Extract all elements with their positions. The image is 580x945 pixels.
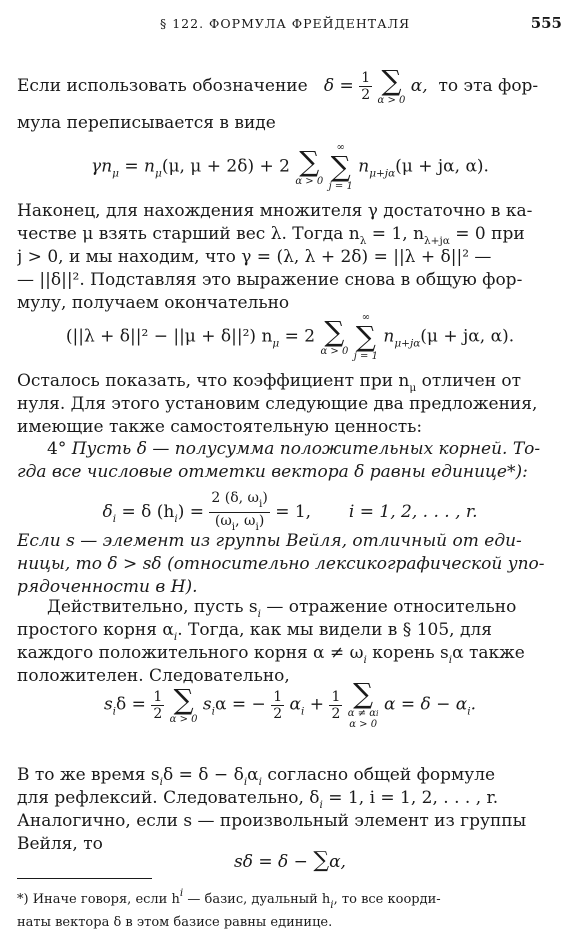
text-line: j > 0, и мы находим, что γ = (λ, λ + 2δ) = ||λ + δ||² — (17, 247, 492, 267)
intro-text-end: то эта фор- (438, 76, 539, 96)
text-line: ницы, то δ > sδ (относительно лексикографической упо- (17, 554, 545, 574)
text-line: каждого положительного корня $\alpha \ne \omega_i$ корень $s_i\alpha$ также (17, 643, 525, 666)
sum-symbol: ∞ ∑ j = 1 (328, 142, 353, 192)
text-line: Вейля, то (17, 834, 103, 854)
sum-symbol: ∑ α > 0 (295, 144, 324, 187)
formula-s-delta: sδ = δ − ∑α, (234, 848, 346, 873)
footnote-rule (17, 878, 152, 879)
statement-4 (17, 438, 565, 484)
fraction-half: $\frac{1}{2}$ (273, 688, 283, 722)
fraction-half: $\frac{1}{2}$ (331, 688, 341, 722)
text-line: простого корня $\alpha_i$. Тогда, как мы видели в § 105, для (17, 620, 492, 643)
formula-reflection: $s_i\delta$ = $\frac{1}{2}$ ∑ α > 0 $s_i\alpha$ = − $\frac{1}{2}$ $\alpha_i$ + $\frac{1}{2}$ ∑ α ≠ αi α > 0 $\alpha = \delta - \alpha_i$. (103, 677, 477, 730)
sum-symbol: ∑ α > 0 (377, 66, 406, 106)
running-title: § 122. ФОРМУЛА ФРЕЙДЕНТАЛЯ (160, 16, 411, 31)
paragraph-weyl (17, 530, 565, 599)
text-line: Аналогично, если s — произвольный элемент из группы (17, 811, 527, 831)
fraction-half: $\frac{1}{2}$ (153, 688, 163, 722)
running-header (0, 16, 580, 38)
text-line: — ||δ||². Подставляя это выражение снова в общую фор- (17, 270, 523, 290)
text-line: нуля. Для этого установим следующие два предложения, (17, 394, 538, 414)
sum-symbol: ∞ ∑ j = 1 (353, 312, 378, 362)
alpha-term: α, (410, 76, 428, 96)
text-line: 4° Пусть δ — полусумма положительных корней. То- (47, 439, 541, 459)
text-line: мулу, получаем окончательно (17, 293, 290, 313)
sum-symbol: ∑ α > 0 (320, 314, 349, 357)
text-line: Осталось показать, что коэффициент при $n_\mu$ отличен от (17, 371, 522, 394)
footnote-line: наты вектора δ в этом базисе равны единице. (17, 915, 333, 930)
text-line: рядоченности в H). (17, 577, 198, 597)
footnote (17, 884, 565, 932)
text-line: честве μ взять старший вес λ. Тогда $n_\lambda = 1$, $n_{\lambda+j\alpha} = 0$ при (17, 224, 525, 247)
text-line: В то же время $s_i\delta = \delta - \delta_i\alpha_i$ согласно общей формуле (17, 765, 496, 788)
fraction-half: $\frac{1}{2}$ (361, 70, 371, 103)
paragraph-finally (17, 200, 565, 315)
formula-final: (||λ + δ||² − ||μ + δ||²) $n_\mu = 2$ ∑ α > 0 ∞ ∑ j = 1 $n_{\mu+j\alpha}(\mu + j\alpha$, α). (65, 312, 515, 362)
paragraph-same-time (17, 764, 565, 856)
text-line: имеющие также самостоятельную ценность: (17, 417, 423, 437)
sum-symbol: ∑ α ≠ αi α > 0 (347, 677, 379, 730)
text-line: Действительно, пусть $s_i$ — отражение относительно (47, 597, 517, 620)
text-line: гда все числовые отметки вектора δ равны единице*): (17, 462, 528, 482)
paragraph-indeed (17, 596, 565, 688)
paragraph-intro (17, 66, 565, 135)
paragraph-remains (17, 370, 565, 439)
intro-text: Если использовать обозначение (17, 76, 308, 96)
fraction: $\frac{2 (\delta, \omega_i)}{(\omega_i, \omega_i)}$ (211, 490, 268, 533)
intro-line2: мула переписывается в виде (17, 113, 276, 133)
text-line: для рефлексий. Следовательно, $\delta_i = 1$, i = 1, 2, . . . , r. (17, 788, 499, 811)
formula-delta-i: $\delta_i = \delta$ $(h_i)$ = $\frac{2 (\delta, \omega_i)}{(\omega_i, \omega_i)}$ = 1, i = 1, 2, . . . , r. (102, 490, 478, 533)
text-line: Наконец, для нахождения множителя γ достаточно в ка- (17, 201, 533, 221)
formula-gamma: $\gamma n_\mu = n_\mu(\mu$, μ + 2δ) + 2 ∑ α > 0 ∞ ∑ j = 1 $n_{\mu+j\alpha}(\mu + j\alpha$, α). (91, 142, 489, 192)
sum-symbol: ∑ α > 0 (169, 682, 198, 725)
text-line: Если s — элемент из группы Вейля, отличный от еди- (17, 531, 522, 551)
footnote-line: *) Иначе говоря, если $h^i$ — базис, дуальный $h_i$, то все коорди- (17, 887, 441, 911)
text-line: положителен. Следовательно, (17, 666, 290, 686)
page-number: 555 (530, 14, 562, 32)
delta-def: δ = (323, 76, 354, 96)
